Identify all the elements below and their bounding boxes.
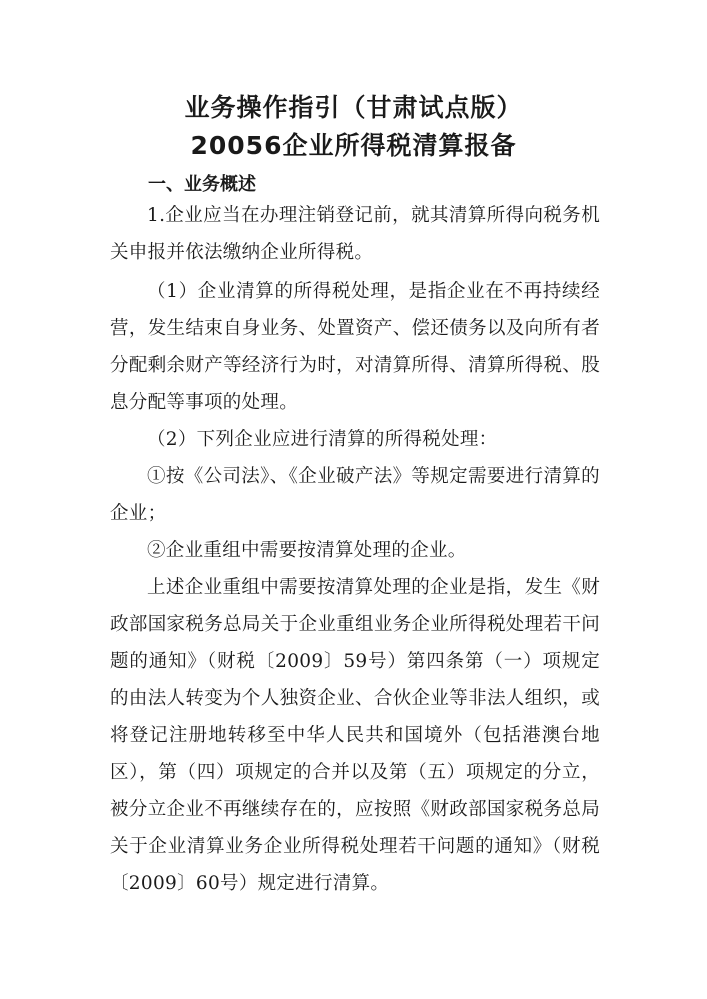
section-heading: 一、业务概述 (148, 174, 256, 195)
paragraph-clearance-definition: （1）企业清算的所得税处理，是指企业在不再持续经营，发生结束自身业务、处置资产、偿还债务以及向所有者分配剩余财产等经济行为时，对清算所得、清算所得税、股息分配等事项的处理。 (110, 281, 600, 413)
paragraph-restructuring-detail: 上述企业重组中需要按清算处理的企业是指，发生《财政部国家税务总局关于企业重组业务企业所得税处理若干问题的通知》（财税〔2009〕59号）第四条第（一）项规定的由法人转变为个人独资企业、合伙企业等非法人组织，或将登记注册地转移至中华人民共和国境外（包括港澳台地区），第（四）项规定的合并以及第（五）项规定的分立，被分立企业不再继续存在的，应按照《财政部国家税务总局关于企业清算业务企业所得税处理若干问题的通知》（财税〔2009〕60号）规定进行清算。 (110, 577, 600, 894)
document-title: 业务操作指引（甘肃试点版） (184, 93, 523, 122)
paragraph-item-company-law: ①按《公司法》、《企业破产法》等规定需要进行清算的企业； (110, 466, 600, 524)
document-subtitle: 20056企业所得税清算报备 (190, 131, 517, 160)
paragraph-item-restructuring: ②企业重组中需要按清算处理的企业。 (147, 540, 467, 561)
paragraph-applicable-enterprises: （2）下列企业应进行清算的所得税处理： (147, 429, 498, 450)
paragraph-clearance-requirement: 1.企业应当在办理注销登记前，就其清算所得向税务机关申报并依法缴纳企业所得税。 (110, 205, 600, 263)
